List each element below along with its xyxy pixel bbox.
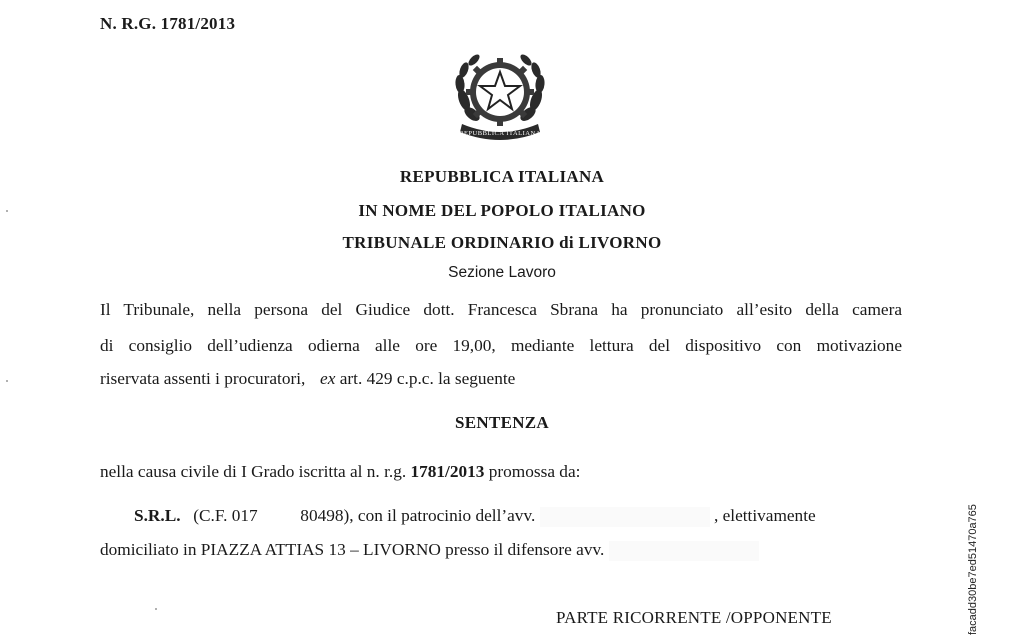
heading-in-the-name: IN NOME DEL POPOLO ITALIANO — [358, 201, 646, 220]
case-number: N. R.G. 1781/2013 — [100, 14, 236, 33]
document-code-margin — [962, 500, 984, 635]
italian-republic-emblem-icon — [448, 48, 552, 144]
svg-text:REPUBBLICA ITALIANA: REPUBBLICA ITALIANA — [459, 130, 541, 137]
party-elect: , elettivamente — [713, 506, 816, 525]
heading-republic: REPUBBLICA ITALIANA — [399, 167, 605, 186]
scan-speck — [155, 608, 157, 610]
party-cf-end: 80498), con il patrocinio dell’avv. — [300, 506, 536, 525]
cause-text-start: nella causa civile di I Grado iscritta al n. r.g. — [100, 462, 407, 481]
intro-line-1: Il Tribunale, nella persona del Giudice dott. Francesca Sbrana ha pronunciato all’esito della camera — [100, 300, 902, 319]
party-line-2 — [100, 540, 902, 561]
document-code: facadd30be7ed51470a765 — [967, 504, 979, 635]
intro-line-3-end: art. 429 c.p.c. la seguente — [339, 369, 516, 388]
party-name: S.R.L. — [134, 506, 181, 525]
ex-italic: ex — [320, 369, 336, 388]
cause-line — [100, 462, 902, 482]
cause-number: 1781/2013 — [410, 462, 485, 481]
heading-court: TRIBUNALE ORDINARIO di LIVORNO — [342, 233, 662, 252]
party-cf-start: (C.F. 017 — [193, 506, 258, 525]
intro-line-3 — [100, 369, 902, 389]
cause-text-end: promossa da: — [488, 462, 581, 481]
scan-speck — [6, 210, 8, 212]
party-line-1 — [100, 506, 902, 527]
intro-line-3-start: riservata assenti i procuratori, — [100, 369, 306, 388]
sentenza-heading: SENTENZA — [454, 413, 550, 432]
intro-line-2: di consiglio dell’udienza odierna alle ore 19,00, mediante lettura del dispositivo con motivazione — [100, 336, 902, 355]
court-section: Sezione Lavoro — [448, 264, 556, 281]
redaction-lawyer — [540, 507, 710, 527]
party-role: PARTE RICORRENTE /OPPONENTE — [556, 608, 832, 627]
party-domicile: domiciliato in PIAZZA ATTIAS 13 – LIVORNO presso il difensore avv. — [100, 540, 605, 559]
scan-speck — [6, 380, 8, 382]
redaction-defender — [609, 541, 759, 561]
